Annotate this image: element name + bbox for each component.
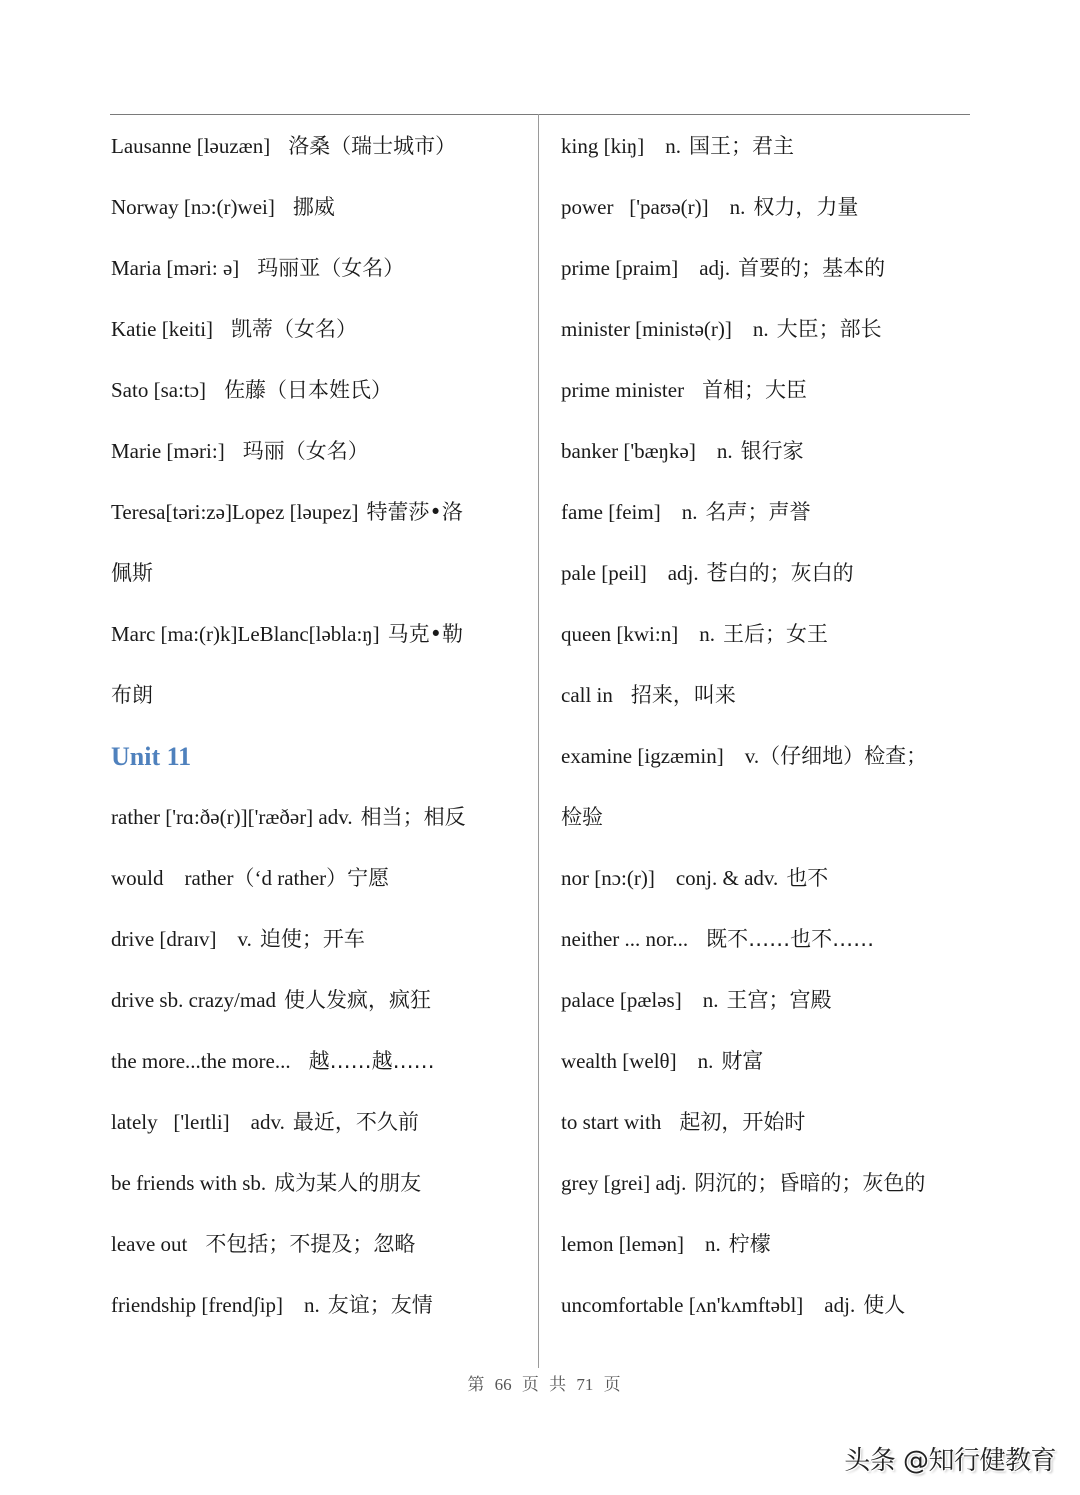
entry-english: minister [ministə(r)] n. (561, 317, 769, 341)
vocab-entry (111, 1153, 531, 1214)
entry-chinese: 使人发疯，疯狂 (284, 988, 432, 1012)
vocab-entry-continued (561, 787, 981, 848)
vocab-entry (561, 726, 981, 787)
entry-chinese: 起初，开始时 (679, 1110, 806, 1134)
entry-chinese: 洛桑（瑞士城市） (288, 134, 457, 158)
entry-english: palace [pæləs] n. (561, 988, 719, 1012)
vocab-entry (561, 299, 981, 360)
vocab-entry (111, 970, 531, 1031)
vocab-entry (111, 787, 531, 848)
unit-heading (111, 726, 531, 787)
entry-english: examine [igzæmin] v. (561, 744, 760, 768)
entry-english: king [kiŋ] n. (561, 134, 682, 158)
entry-chinese: 越……越…… (308, 1049, 435, 1073)
entry-chinese: 迫使；开车 (259, 927, 365, 951)
entry-chinese: 首相；大臣 (702, 378, 808, 402)
vocab-entry (111, 482, 531, 543)
entry-chinese: 首要的；基本的 (738, 256, 886, 280)
entry-chinese: 使人 (863, 1293, 906, 1317)
entry-english: grey [grei] adj. (561, 1171, 687, 1195)
entry-english: Maria [məri: ə] (111, 256, 240, 280)
entry-english: lemon [lemən] n. (561, 1232, 721, 1256)
entry-chinese: 成为某人的朋友 (274, 1171, 422, 1195)
entry-english: queen [kwi:n] n. (561, 622, 715, 646)
entry-chinese: 宁愿 (347, 866, 390, 890)
entry-english: Sato [sa:tɔ] (111, 378, 207, 402)
vocab-entry (561, 1031, 981, 1092)
entry-chinese: 也不 (786, 866, 829, 890)
entry-english: drive [draɪv] v. (111, 927, 252, 951)
entry-english: pale [peil] adj. (561, 561, 699, 585)
entry-chinese: 银行家 (740, 439, 804, 463)
vocab-entry (111, 848, 531, 909)
vocab-entry (561, 1092, 981, 1153)
entry-chinese: 佩斯 (111, 561, 153, 585)
vocab-entry (561, 482, 981, 543)
vocab-list-right (561, 116, 981, 1336)
entry-chinese: 检验 (561, 805, 603, 829)
entry-chinese: 招来，叫来 (630, 683, 736, 707)
entry-chinese: 凯蒂（女名） (231, 317, 358, 341)
vocab-entry (111, 299, 531, 360)
vocab-entry (561, 360, 981, 421)
entry-english: neither ... nor... (561, 927, 689, 951)
vocab-entry (561, 1214, 981, 1275)
entry-english: Lausanne [ləuzæn] (111, 134, 271, 158)
vocab-list-left (111, 116, 531, 1336)
vocab-entry (561, 116, 981, 177)
entry-english: Katie [keiti] (111, 317, 214, 341)
vocab-entry (111, 909, 531, 970)
vocab-entry (111, 116, 531, 177)
vocab-entry-continued (111, 543, 531, 604)
entry-english: rather ['rɑ:ðə(r)]['ræðər] adv. (111, 805, 353, 829)
vocab-entry (561, 238, 981, 299)
entry-english: friendship [frendʃip] n. (111, 1293, 320, 1317)
entry-chinese: 王宫；宫殿 (726, 988, 832, 1012)
entry-chinese: 权力，力量 (753, 195, 859, 219)
entry-chinese: 布朗 (111, 683, 153, 707)
entry-english: uncomfortable [ʌn'kʌmftəbl] adj. (561, 1293, 856, 1317)
vocab-entry (561, 177, 981, 238)
top-rule-divider (110, 114, 970, 115)
entry-chinese: 财富 (721, 1049, 764, 1073)
vocab-entry (561, 909, 981, 970)
entry-english: wealth [welθ] n. (561, 1049, 714, 1073)
entry-chinese: 大臣；部长 (776, 317, 882, 341)
entry-english: to start with (561, 1110, 662, 1134)
vocab-entry (561, 421, 981, 482)
entry-english: drive sb. crazy/mad (111, 988, 277, 1012)
entry-chinese: 国王；君主 (689, 134, 795, 158)
entry-english: prime [praim] adj. (561, 256, 731, 280)
entry-chinese: 佐藤（日本姓氏） (224, 378, 393, 402)
vocab-entry-continued (111, 665, 531, 726)
vocab-entry (111, 604, 531, 665)
entry-chinese: 阴沉的；昏暗的；灰色的 (694, 1171, 926, 1195)
entry-chinese: 名声；声誉 (705, 500, 811, 524)
entry-chinese: 既不……也不…… (706, 927, 875, 951)
vocab-entry (111, 421, 531, 482)
vocab-entry (111, 1275, 531, 1336)
entry-english: Norway [nɔ:(r)wei] (111, 195, 275, 219)
watermark: 头条 @知行健教育 (844, 1446, 1056, 1476)
vocab-entry (561, 665, 981, 726)
entry-chinese: 玛丽亚（女名） (257, 256, 405, 280)
entry-english: Marc [ma:(r)k]LeBlanc[ləbla:ŋ] (111, 622, 380, 646)
entry-chinese: 特蕾莎•洛 (366, 500, 463, 524)
entry-english: nor [nɔ:(r)] conj. & adv. (561, 866, 779, 890)
entry-chinese: 相当；相反 (360, 805, 466, 829)
vocab-entry (111, 1214, 531, 1275)
entry-chinese: （仔细地）检查； (759, 744, 928, 768)
entry-english: leave out (111, 1232, 188, 1256)
vocab-entry (561, 1153, 981, 1214)
entry-chinese: 苍白的；灰白的 (706, 561, 854, 585)
entry-english: lately ['leɪtli] adv. (111, 1110, 285, 1134)
vocab-entry (111, 1092, 531, 1153)
entry-english: call in (561, 683, 613, 707)
vocab-entry (561, 543, 981, 604)
entry-english: power ['paʊə(r)] n. (561, 195, 746, 219)
vocab-entry (111, 238, 531, 299)
entry-english: prime minister (561, 378, 685, 402)
entry-english: Teresa[təri:zə]Lopez [ləupez] (111, 500, 359, 524)
entry-chinese: 挪威 (292, 195, 335, 219)
vocab-entry (561, 604, 981, 665)
vocab-entry (561, 970, 981, 1031)
entry-english: the more...the more... (111, 1049, 291, 1073)
vocab-entry (561, 848, 981, 909)
entry-chinese: 友谊；友情 (327, 1293, 433, 1317)
entry-english: fame [feim] n. (561, 500, 698, 524)
entry-chinese: 不包括；不提及；忽略 (205, 1232, 416, 1256)
entry-english: be friends with sb. (111, 1171, 267, 1195)
page-footer: 第 66 页 共 71 页 (467, 1375, 621, 1394)
vocab-entry (561, 1275, 981, 1336)
vocab-entry (111, 360, 531, 421)
entry-chinese: 玛丽（女名） (242, 439, 369, 463)
entry-english: Marie [məri:] (111, 439, 225, 463)
entry-english: would rather（‘d rather） (111, 866, 348, 890)
vocab-entry (111, 177, 531, 238)
entry-chinese: 王后；女王 (722, 622, 828, 646)
entry-english: banker ['bæŋkə] n. (561, 439, 733, 463)
entry-chinese: 柠檬 (728, 1232, 771, 1256)
column-divider (538, 114, 539, 1368)
entry-chinese: 马克•勒 (387, 622, 464, 646)
entry-chinese: 最近，不久前 (292, 1110, 419, 1134)
unit-heading-text: Unit 11 (111, 742, 192, 771)
vocab-entry (111, 1031, 531, 1092)
